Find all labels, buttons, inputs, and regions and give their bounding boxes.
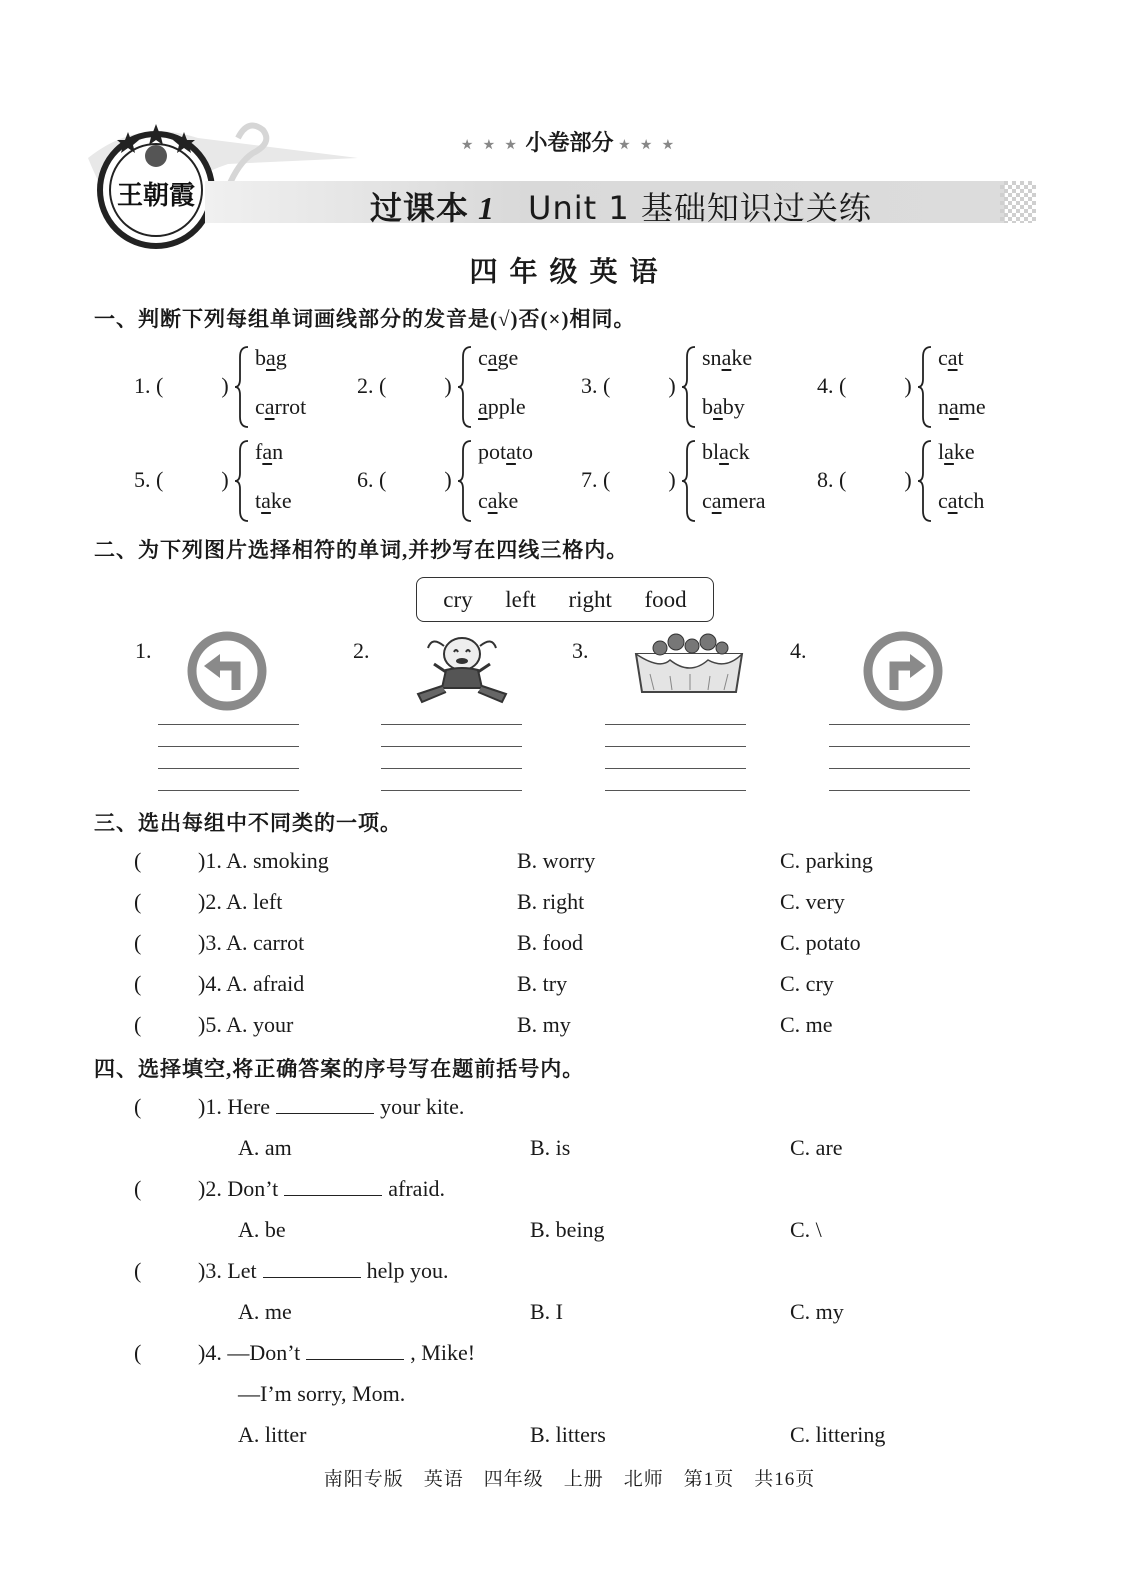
picture-number: 3. bbox=[572, 638, 589, 663]
pronunciation-item bbox=[581, 439, 801, 523]
underlined-letter: a bbox=[487, 488, 498, 513]
section1-title: 一、判断下列每组单词画线部分的发音是(√)否(×)相同。 bbox=[94, 307, 636, 331]
answer-paren[interactable]: 6. ( ) bbox=[357, 467, 452, 492]
option-c: C. littering bbox=[790, 1422, 886, 1447]
question-text: )3. A. carrot bbox=[198, 930, 305, 955]
question-text: )4. —Don’t , Mike! bbox=[198, 1340, 476, 1365]
word-bank-item: cry bbox=[443, 586, 473, 612]
checker-decoration bbox=[1000, 181, 1036, 223]
question-text: )2. Don’t afraid. bbox=[198, 1176, 446, 1201]
item-number: 5. bbox=[134, 467, 151, 492]
word-bottom: carrot bbox=[255, 394, 307, 419]
answer-paren[interactable]: 1. ( ) bbox=[134, 373, 229, 398]
underlined-letter: a bbox=[949, 394, 959, 419]
underlined-letter: a bbox=[944, 439, 954, 464]
underlined-letter: a bbox=[721, 345, 732, 370]
picture-number: 2. bbox=[353, 638, 370, 663]
page-footer: 南阳专版 英语 四年级 上册 北师 第1页 共16页 bbox=[323, 1469, 816, 1490]
answer-paren[interactable]: ( bbox=[134, 889, 142, 914]
star-decoration-icon: ★ ★ ★ bbox=[619, 137, 678, 152]
answer-paren[interactable]: ( bbox=[134, 1176, 142, 1201]
section3-title: 三、选出每组中不同类的一项。 bbox=[94, 811, 402, 835]
brace-icon bbox=[457, 439, 475, 523]
fill-blank[interactable] bbox=[276, 1096, 374, 1114]
word-bottom: apple bbox=[478, 394, 526, 419]
option-c: C. potato bbox=[780, 930, 861, 955]
writing-lines[interactable] bbox=[605, 724, 746, 790]
option-b: B. is bbox=[530, 1135, 571, 1160]
question-text: )1. Here your kite. bbox=[198, 1094, 465, 1119]
underlined-letter: a bbox=[262, 439, 273, 464]
section-tagline: ★ ★ ★ 小卷部分 ★ ★ ★ bbox=[461, 130, 678, 155]
pronunciation-item bbox=[817, 345, 1037, 429]
option-b: B. litters bbox=[530, 1422, 606, 1447]
option-a: A. me bbox=[238, 1299, 292, 1324]
item-number: 1. bbox=[134, 373, 151, 398]
writing-lines[interactable] bbox=[381, 724, 522, 790]
underlined-letter: a bbox=[947, 345, 958, 370]
option-c: C. are bbox=[790, 1135, 843, 1160]
option-c: C. parking bbox=[780, 848, 873, 873]
word-bank-item: left bbox=[505, 586, 536, 612]
word-top: lake bbox=[938, 439, 975, 464]
pronunciation-item bbox=[134, 439, 354, 523]
word-top: black bbox=[702, 439, 750, 464]
option-b: B. try bbox=[517, 971, 568, 996]
answer-paren[interactable]: ( bbox=[134, 1094, 142, 1119]
word-top: bag bbox=[255, 345, 287, 370]
section4-title: 四、选择填空,将正确答案的序号写在题前括号内。 bbox=[94, 1057, 585, 1081]
word-top: cage bbox=[478, 345, 519, 370]
underlined-letter: a bbox=[719, 439, 729, 464]
option-a: A. am bbox=[238, 1135, 292, 1160]
item-number: 6. bbox=[357, 467, 374, 492]
brace-icon bbox=[681, 345, 699, 429]
option-b: B. food bbox=[517, 930, 583, 955]
option-b: B. worry bbox=[517, 848, 596, 873]
word-bank-item: food bbox=[644, 586, 687, 612]
answer-paren[interactable]: 5. ( ) bbox=[134, 467, 229, 492]
word-top: potato bbox=[478, 439, 534, 464]
word-bottom: cake bbox=[478, 488, 519, 513]
answer-paren[interactable]: 7. ( ) bbox=[581, 467, 676, 492]
item-number: 8. bbox=[817, 467, 834, 492]
word-bottom: camera bbox=[702, 488, 766, 513]
section2-title: 二、为下列图片选择相符的单词,并抄写在四线三格内。 bbox=[94, 538, 629, 562]
turn-left-icon bbox=[186, 630, 268, 712]
option-c: C. very bbox=[780, 889, 845, 914]
word-bottom: baby bbox=[702, 394, 745, 419]
underlined-letter: a bbox=[487, 345, 498, 370]
brace-icon bbox=[234, 439, 252, 523]
pronunciation-item bbox=[134, 345, 354, 429]
answer-paren[interactable]: ( bbox=[134, 930, 142, 955]
item-number: 4. bbox=[817, 373, 834, 398]
pronunciation-item bbox=[357, 345, 577, 429]
pronunciation-item bbox=[357, 439, 577, 523]
answer-paren[interactable]: ( bbox=[134, 848, 142, 873]
picture-number: 4. bbox=[790, 638, 807, 663]
answer-paren[interactable]: ( bbox=[134, 1340, 142, 1365]
option-c: C. cry bbox=[780, 971, 834, 996]
answer-paren[interactable]: ( bbox=[134, 971, 142, 996]
picture-number: 1. bbox=[135, 638, 152, 663]
question-text: )2. A. left bbox=[198, 889, 283, 914]
answer-paren[interactable]: 8. ( ) bbox=[817, 467, 912, 492]
option-b: B. I bbox=[530, 1299, 563, 1324]
answer-paren[interactable]: 2. ( ) bbox=[357, 373, 452, 398]
answer-paren[interactable]: ( bbox=[134, 1258, 142, 1283]
writing-lines[interactable] bbox=[829, 724, 970, 790]
crying-child-icon bbox=[412, 630, 512, 706]
underlined-letter: a bbox=[713, 394, 723, 419]
brace-icon bbox=[457, 345, 475, 429]
answer-paren[interactable]: 3. ( ) bbox=[581, 373, 676, 398]
option-a: A. litter bbox=[238, 1422, 307, 1447]
option-c: C. \ bbox=[790, 1217, 822, 1242]
option-a: A. be bbox=[238, 1217, 286, 1242]
underlined-letter: a bbox=[261, 488, 271, 513]
underlined-letter: a bbox=[711, 488, 722, 513]
fill-blank[interactable] bbox=[263, 1260, 361, 1278]
word-top: cat bbox=[938, 345, 964, 370]
word-bank-item: right bbox=[568, 586, 612, 612]
question-text: )3. Let help you. bbox=[198, 1258, 449, 1283]
question-text: )4. A. afraid bbox=[198, 971, 305, 996]
item-number: 3. bbox=[581, 373, 598, 398]
word-bank bbox=[416, 577, 714, 622]
answer-paren[interactable]: ( bbox=[134, 1012, 142, 1037]
brace-icon bbox=[234, 345, 252, 429]
word-bottom: catch bbox=[938, 488, 985, 513]
underlined-letter: a bbox=[947, 488, 958, 513]
brace-icon bbox=[917, 439, 935, 523]
writing-lines[interactable] bbox=[158, 724, 299, 790]
option-b: B. my bbox=[517, 1012, 571, 1037]
svg-text:王朝霞: 王朝霞 bbox=[116, 181, 196, 211]
option-b: B. right bbox=[517, 889, 585, 914]
word-top: snake bbox=[702, 345, 753, 370]
option-b: B. being bbox=[530, 1217, 605, 1242]
word-bottom: name bbox=[938, 394, 986, 419]
unit-title: 过课本 1 Unit 1 基础知识过关练 bbox=[370, 189, 872, 227]
page-subtitle: 四年级英语 bbox=[469, 257, 670, 288]
food-basket-icon bbox=[630, 630, 748, 700]
underlined-letter: a bbox=[266, 345, 276, 370]
option-c: C. my bbox=[790, 1299, 844, 1324]
question-text: )1. A. smoking bbox=[198, 848, 329, 873]
star-decoration-icon: ★ ★ ★ bbox=[461, 137, 520, 152]
fill-blank[interactable] bbox=[306, 1342, 404, 1360]
brace-icon bbox=[681, 439, 699, 523]
item-number: 7. bbox=[581, 467, 598, 492]
item-number: 2. bbox=[357, 373, 374, 398]
pronunciation-item bbox=[817, 439, 1037, 523]
turn-right-icon bbox=[862, 630, 944, 712]
fill-blank[interactable] bbox=[284, 1178, 382, 1196]
underlined-letter: a bbox=[478, 394, 488, 419]
word-bottom: take bbox=[255, 488, 292, 513]
word-top: fan bbox=[255, 439, 284, 464]
question-text: )5. A. your bbox=[198, 1012, 294, 1037]
answer-paren[interactable]: 4. ( ) bbox=[817, 373, 912, 398]
underlined-letter: a bbox=[264, 394, 275, 419]
option-c: C. me bbox=[780, 1012, 833, 1037]
pronunciation-item bbox=[581, 345, 801, 429]
underlined-letter: a bbox=[506, 439, 516, 464]
brace-icon bbox=[917, 345, 935, 429]
